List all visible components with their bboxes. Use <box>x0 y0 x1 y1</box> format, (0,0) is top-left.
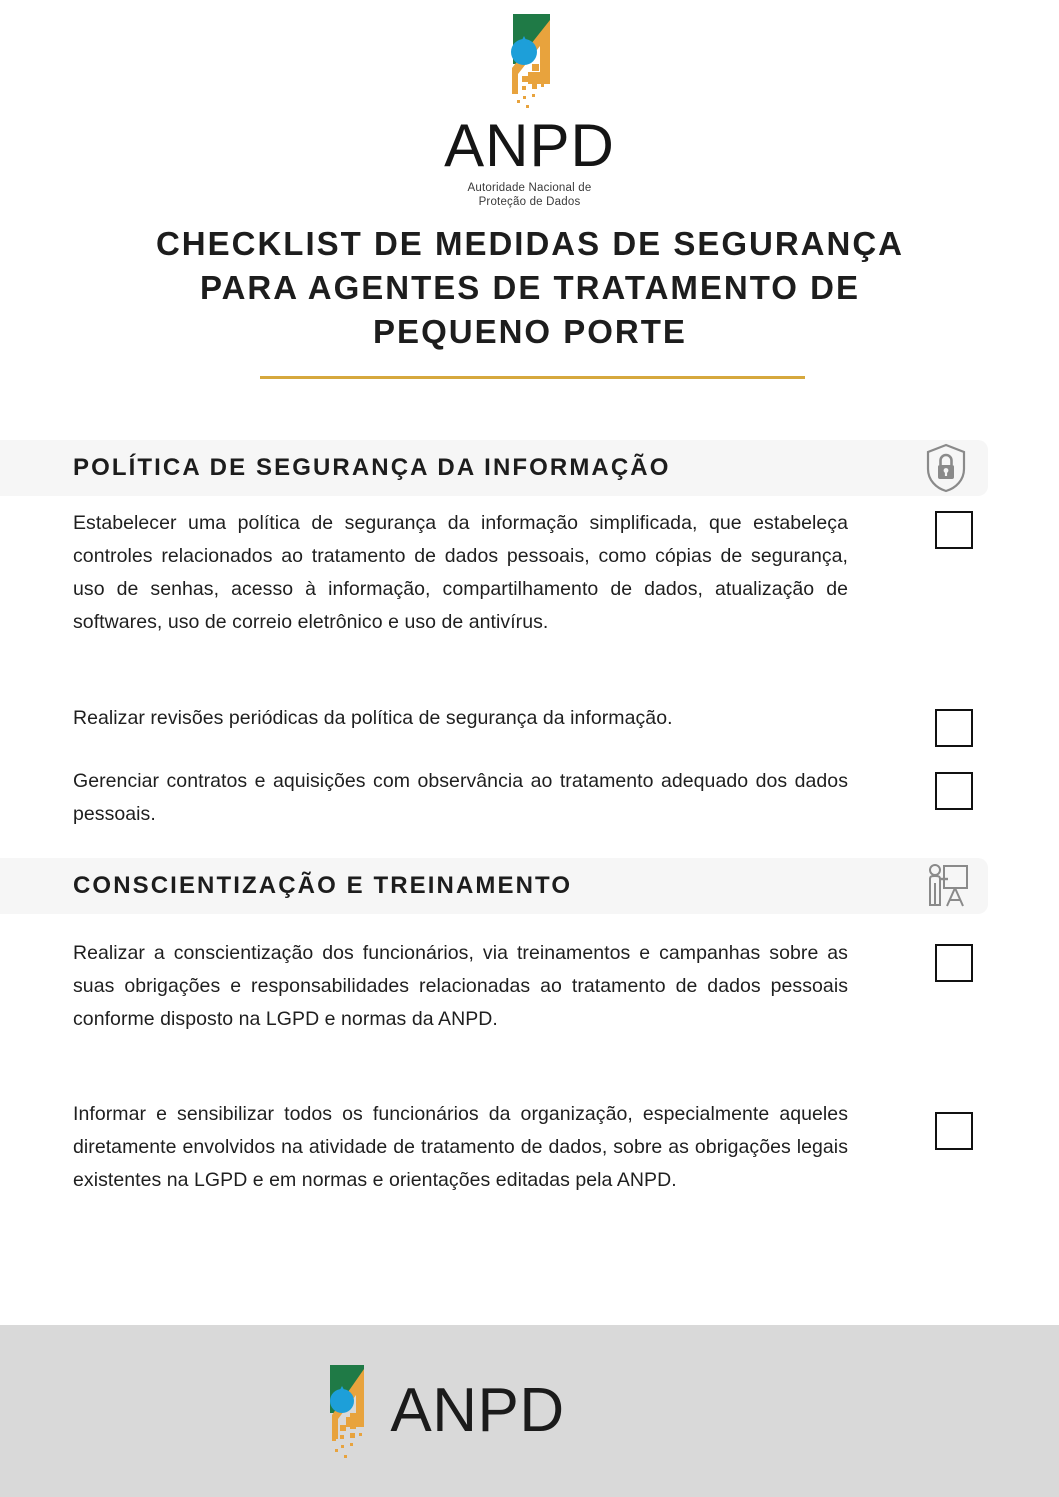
shield-lock-icon <box>922 444 970 492</box>
brand-wordmark: ANPD <box>444 112 615 179</box>
brand-subtitle-line1: Autoridade Nacional de <box>467 182 592 194</box>
checklist-checkbox[interactable] <box>935 1112 973 1150</box>
section-title: CONSCIENTIZAÇÃO E TREINAMENTO <box>73 872 573 899</box>
section-title: POLÍTICA DE SEGURANÇA DA INFORMAÇÃO <box>73 454 671 481</box>
document-header-logo <box>0 12 1059 209</box>
checklist-item-text: Informar e sensibilizar todos os funcionários da organização, especialmente aqueles diretamente envolvidos na atividade de tratamento de dados, sobre as obrigações legais existentes na LGPD e em normas e orientações editadas pela ANPD. <box>73 1103 848 1191</box>
footer-brand-wordmark: ANPD <box>390 1376 565 1445</box>
checklist-checkbox[interactable] <box>935 944 973 982</box>
checklist-checkbox[interactable] <box>935 709 973 747</box>
document-footer <box>0 1325 1059 1497</box>
anpd-logo-mark-icon <box>488 12 572 112</box>
page-title: CHECKLIST DE MEDIDAS DE SEGURANÇA PARA AGENTES DE TRATAMENTO DE PEQUENO PORTE <box>155 225 905 350</box>
checklist-item <box>73 937 848 1036</box>
training-presentation-icon <box>922 862 970 910</box>
anpd-footer-logo-mark-icon <box>322 1357 384 1465</box>
checklist-item-text: Gerenciar contratos e aquisições com observância ao tratamento adequado dos dados pessoais. <box>73 770 848 825</box>
checklist-checkbox[interactable] <box>935 772 973 810</box>
checklist-item <box>73 1098 848 1197</box>
checklist-item <box>73 507 848 639</box>
brand-subtitle <box>468 181 592 209</box>
checklist-item-text: Realizar a conscientização dos funcionários, via treinamentos e campanhas sobre as suas obrigações e responsabilidades relacionadas ao tratamento de dados pessoais conforme disposto na LGPD e normas da ANPD. <box>73 942 848 1030</box>
section-header-conscientizacao <box>0 858 988 914</box>
checklist-checkbox[interactable] <box>935 511 973 549</box>
section-header-politica <box>0 440 988 496</box>
checklist-item <box>73 702 848 735</box>
checklist-item-text: Estabelecer uma política de segurança da informação simplificada, que estabeleça controles relacionados ao tratamento de dados pessoais, como cópias de segurança, uso de senhas, acesso à informação, compartilhamento de dados, atualização de softwares, uso de correio eletrônico e uso de antivírus. <box>73 512 848 633</box>
checklist-item-text: Realizar revisões periódicas da política de segurança da informação. <box>73 707 673 729</box>
title-divider <box>260 376 805 379</box>
brand-subtitle-line2: Proteção de Dados <box>478 196 581 208</box>
checklist-item <box>73 765 848 831</box>
